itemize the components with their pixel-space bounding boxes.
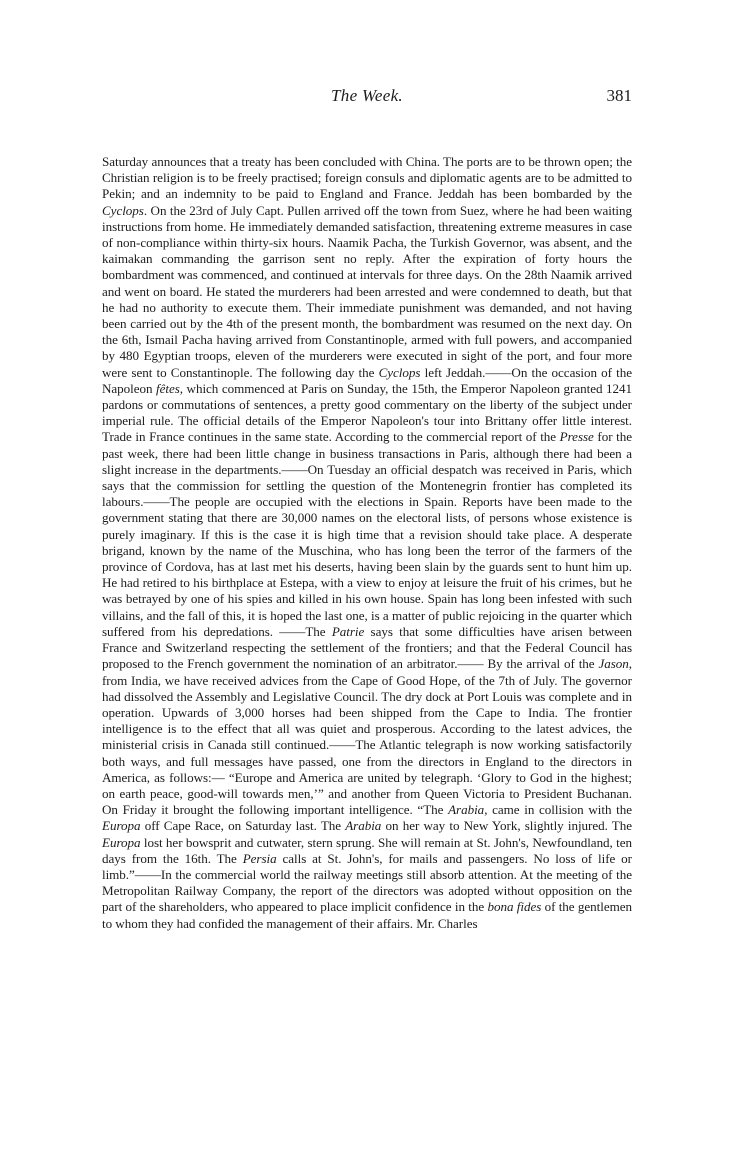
text-run: lost her bowsprit and cutwater, stern sprung. She will remain at St. John's, Newfoundland, ten days from the 16th. The xyxy=(102,834,632,866)
italic-run: Patrie xyxy=(331,623,365,639)
text-run: . On the 23rd of July Capt. Pullen arrived off the town from Suez, where he had been waiting instructions from home. He immediately demanded satisfaction, threatening extreme measures in case of non-compliance within thirty-six hours. Naamik Pacha, the Turkish Governor, was absent, and the kaimakan commanding the garrison sent no reply. After the expiration of forty hours the bombardment was commenced, and continued at intervals for three days. On the 28th Naamik arrived and went on board. He stated the murderers had been arrested and were condemned to death, but that he had no authority to execute them. Their immediate punishment was demanded, and not having been carried out by the 4th of the present month, the bombardment was resumed on the next day. On the 6th, Ismail Pacha having arrived from Constantinople, armed with full powers, and accompanied by 480 Egyptian troops, eleven of the murderers were executed in sight of the port, and four more were sent to Constantinople. The following day the xyxy=(102,202,632,380)
italic-run: bona fides xyxy=(487,899,542,915)
italic-run: Europa xyxy=(102,834,141,850)
running-head xyxy=(102,86,632,110)
text-run: of the gentlemen to whom they had confided the management of their affairs. Mr. Charles xyxy=(102,899,632,931)
italic-run: Persia xyxy=(242,850,277,866)
text-run: , from India, we have received advices from the Cape of Good Hope, of the 7th of July. The governor had dissolved the Assembly and Legislative Council. The dry dock at Port Louis was complete and in operation. Upwards of 3,000 horses had been shipped from the Cape to India. The frontier intelligence is to the effect that all was quiet and prosperous. According to the latest advices, the ministerial crisis in Canada still continued.——The Atlantic telegraph is now working satisfactorily both ways, and full messages have passed, one from the directors in England to the directors in America, as follows:— “Europe and America are united by telegraph. ‘Glory to God in the highest; on earth peace, good-will towards men,’” and another from Queen Victoria to President Buchanan. On Friday it brought the following important intelligence. “The xyxy=(102,656,632,818)
italic-run: Jason xyxy=(598,656,629,672)
text-run: says that some difficulties have arisen between France and Switzerland respecting the settlement of the frontiers; and that the Federal Council has proposed to the French government the nomination of an arbitrator.—— By the arrival of the xyxy=(102,623,632,672)
text-run: , which commenced at Paris on Sunday, the 15th, the Emperor Napoleon granted 1241 pardons or commutations of sentences, a pretty good commentary on the liberty of the subject under imperial rule. The official details of the Emperor Napoleon's tour into Brittany offer little interest. Trade in France continues in the same state. According to the commercial report of the xyxy=(102,380,632,445)
text-run: calls at St. John's, for mails and passengers. No loss of life or limb.”——In the commercial world the railway meetings still absorb attention. At the meeting of the Metropolitan Railway Company, the report of the directors was adopted without opposition on the part of the shareholders, who appeared to place implicit confidence in the xyxy=(102,850,632,915)
italic-run: fêtes xyxy=(156,380,180,396)
italic-run: Europa xyxy=(102,818,141,834)
text-run: , came in collision with the xyxy=(484,802,632,818)
italic-run: Cyclops xyxy=(378,364,421,380)
text-run: on her way to New York, slightly injured. The xyxy=(381,818,632,834)
italic-run: Arabia xyxy=(345,818,382,834)
article-paragraph xyxy=(102,154,632,932)
text-run: off Cape Race, on Saturday last. The xyxy=(140,818,346,834)
running-title: The Week. xyxy=(331,86,403,105)
text-run: Saturday announces that a treaty has been concluded with China. The ports are to be thrown open; the Christian religion is to be freely practised; foreign consuls and diplomatic agents are to be admitted to Pekin; and an indemnity to be paid to England and France. Jeddah has been bombarded by the xyxy=(102,154,632,202)
text-run: for the past week, there had been little change in business transactions in Paris, although there had been a slight increase in the departments.——On Tuesday an official despatch was received in Paris, which says that the commission for settling the question of the Montenegrin frontier has completed its labours.——The people are occupied with the elections in Spain. Reports have been made to the government stating that there are 30,000 names on the electoral lists, of persons whose existence is purely imaginary. If this is the case it is high time that a revision should take place. A desperate brigand, known by the name of the Muschina, who has long been the terror of the farmers of the province of Cordova, has at last met his deserts, having been slain by the guards sent to hunt him up. He had retired to his birthplace at Estepa, with a view to enjoy at leisure the fruit of his crimes, but he was betrayed by one of his spies and killed in his own house. Spain has long been infested with such villains, and the fall of this, it is hoped the last one, is a matter of public rejoicing in the quarter which suffered from his depredations. ——The xyxy=(102,429,632,639)
italic-run: Presse xyxy=(559,429,594,445)
italic-run: Arabia xyxy=(448,802,485,818)
article-body xyxy=(102,154,632,932)
italic-run: Cyclops xyxy=(102,202,144,218)
page-number: 381 xyxy=(606,86,632,105)
text-run: left Jeddah.——On the occasion of the Napoleon xyxy=(102,364,632,396)
